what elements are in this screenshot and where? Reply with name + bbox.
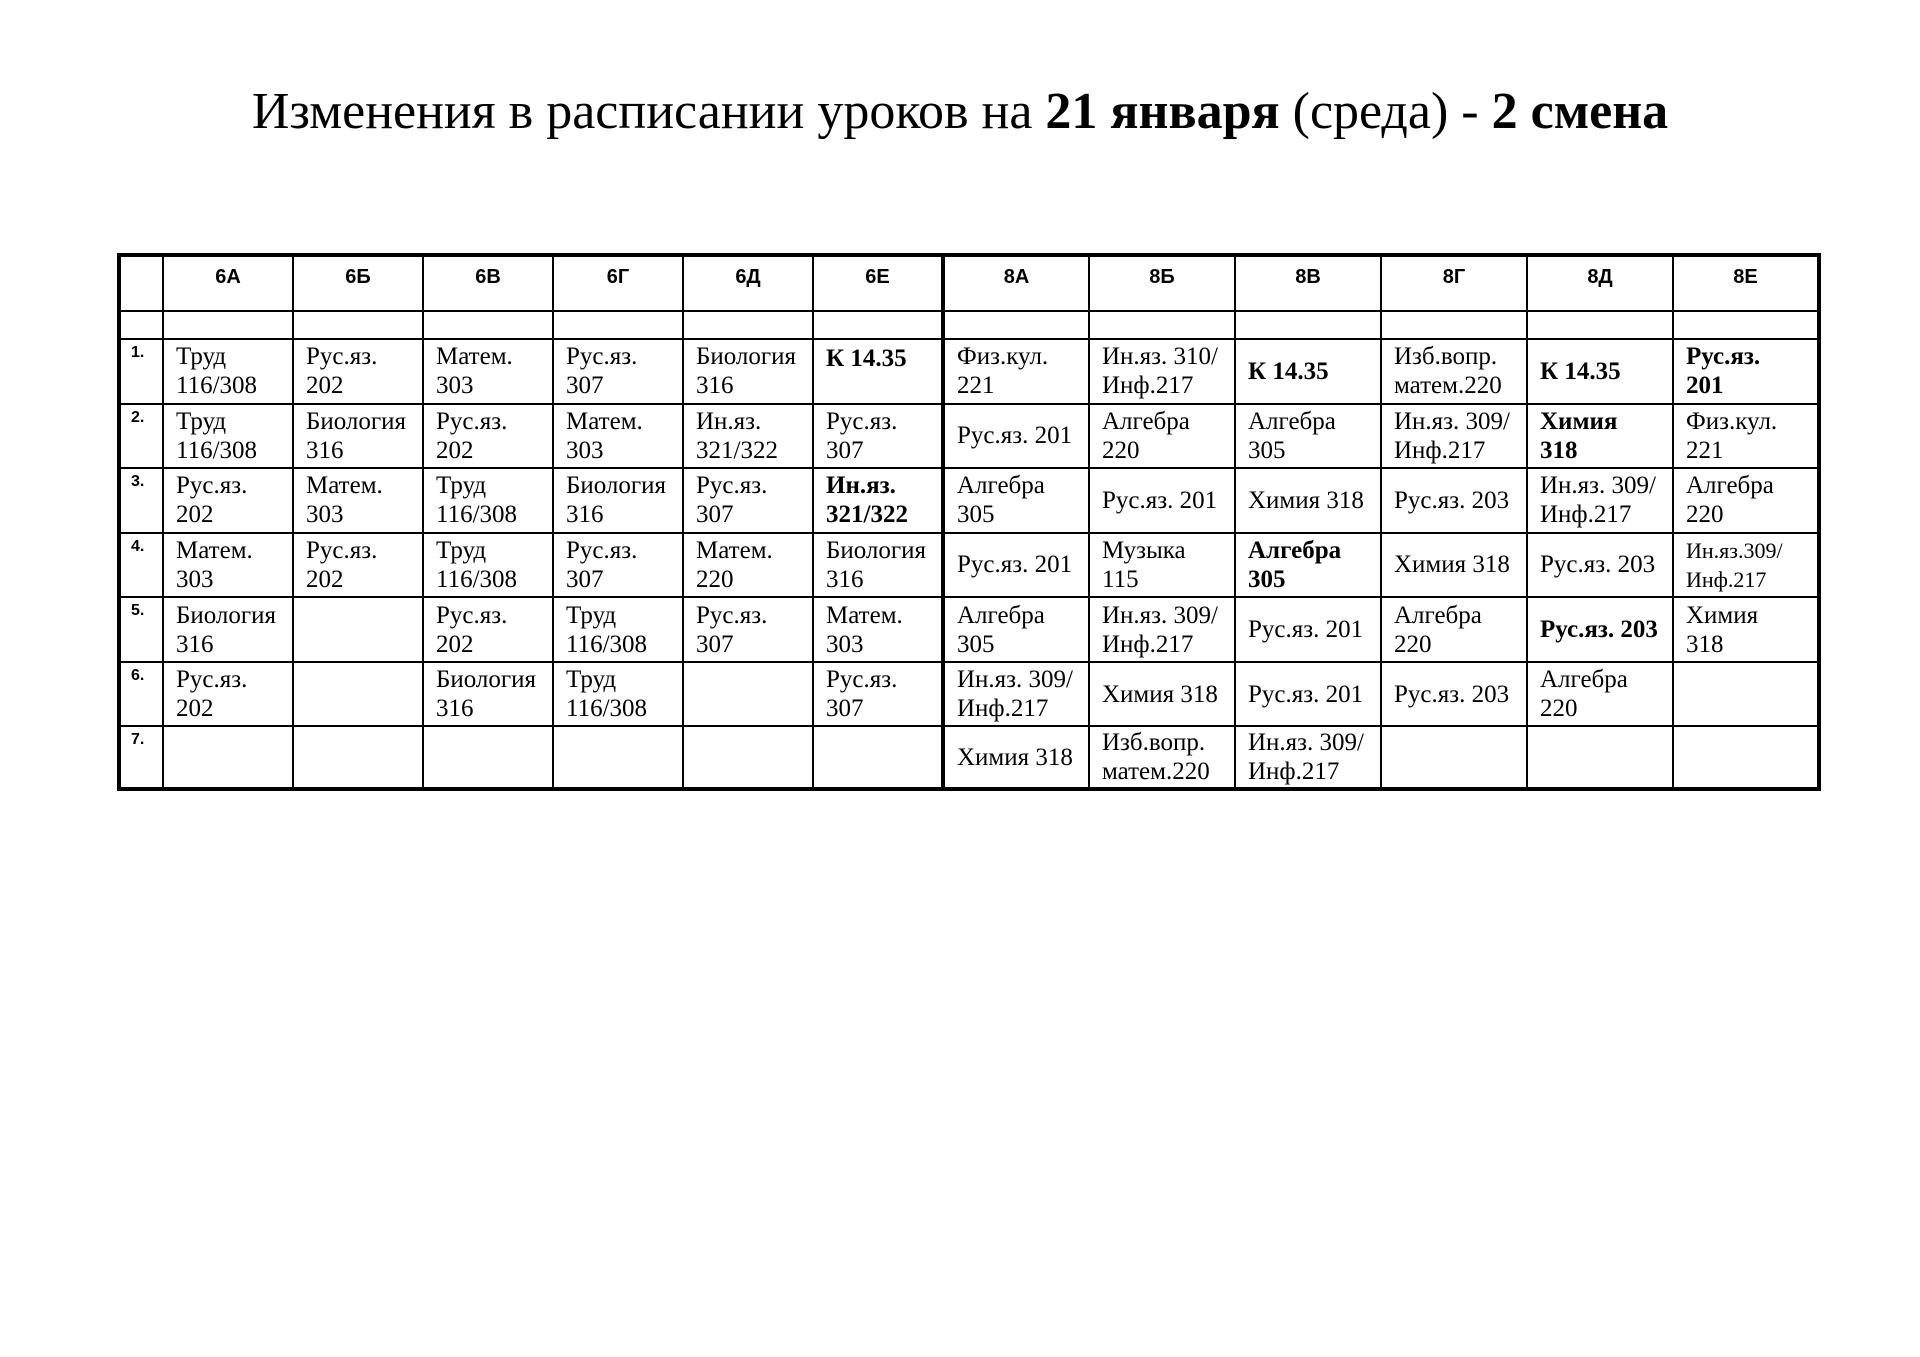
lesson-text: Биология — [826, 536, 927, 564]
lesson-text: 303 — [436, 372, 474, 400]
lesson-text: 305 — [1248, 565, 1286, 593]
lesson-cell — [1381, 597, 1527, 662]
lesson-text: Рус.яз. — [566, 343, 638, 371]
spacer-cell — [293, 311, 423, 339]
lesson-text: Инф.217 — [957, 695, 1049, 723]
lesson-text: Алгебра — [1248, 407, 1336, 435]
title-shift: 2 смена — [1491, 83, 1669, 140]
title-date: 21 января — [1045, 83, 1280, 140]
lesson-text: Матем. — [176, 536, 253, 564]
lesson-text: Изб.вопр. — [1102, 729, 1206, 757]
lesson-cell — [553, 404, 683, 469]
class-header: 8В — [1235, 255, 1381, 311]
lesson-text: Рус.яз. — [176, 666, 248, 694]
class-header: 8Г — [1381, 255, 1527, 311]
lesson-cell — [293, 597, 423, 662]
class-header: 6Г — [553, 255, 683, 311]
spacer-row — [119, 311, 1819, 339]
lesson-cell — [553, 339, 683, 404]
lesson-cell — [1673, 597, 1819, 662]
lesson-text: 316 — [306, 436, 344, 464]
lesson-cell — [1235, 662, 1381, 727]
lesson-cell — [163, 339, 293, 404]
lesson-cell — [683, 726, 813, 789]
spacer-cell — [1089, 311, 1235, 339]
lesson-cell — [813, 597, 943, 662]
lesson-cell — [1673, 468, 1819, 533]
lesson-cell — [943, 404, 1089, 469]
lesson-text: Алгебра — [1394, 601, 1482, 629]
lesson-cell — [683, 404, 813, 469]
lesson-text: 318 — [1540, 436, 1578, 464]
lesson-cell — [1235, 339, 1381, 404]
lesson-cell — [813, 404, 943, 469]
lesson-text: 116/308 — [176, 436, 258, 464]
spacer-cell — [163, 311, 293, 339]
lesson-cell — [1527, 468, 1673, 533]
lesson-text: Рус.яз. 203 — [1540, 551, 1656, 579]
lesson-cell — [943, 662, 1089, 727]
lesson-text: Рус.яз. 203 — [1540, 616, 1658, 644]
lesson-text: К 14.35 — [1540, 357, 1621, 385]
lesson-text: Биология — [176, 601, 277, 629]
lesson-number: 2. — [119, 404, 163, 469]
lesson-text: Труд — [566, 666, 617, 694]
lesson-text: Рус.яз. — [306, 343, 378, 371]
lesson-cell — [1089, 468, 1235, 533]
lesson-text: 305 — [957, 630, 995, 658]
lesson-cell — [1089, 662, 1235, 727]
lesson-text: Матем. — [566, 407, 643, 435]
lesson-cell — [813, 533, 943, 598]
lesson-cell — [423, 468, 553, 533]
lesson-cell — [1527, 726, 1673, 789]
lesson-text: матем.220 — [1394, 372, 1502, 400]
lesson-text: Ин.яз. 309/ — [1540, 472, 1657, 500]
lesson-text: Химия 318 — [1102, 680, 1218, 708]
lesson-cell — [683, 533, 813, 598]
lesson-text: 202 — [306, 372, 344, 400]
lesson-text: 321/322 — [696, 436, 778, 464]
lesson-text: Матем. — [436, 343, 513, 371]
lesson-text: Инф.217 — [1102, 372, 1194, 400]
class-header: 6Б — [293, 255, 423, 311]
lesson-cell — [1527, 597, 1673, 662]
spacer-cell — [683, 311, 813, 339]
lesson-text: 116/308 — [436, 501, 518, 529]
lesson-text: Матем. — [826, 601, 903, 629]
lesson-text: 202 — [176, 501, 214, 529]
lesson-text: Рус.яз. — [306, 536, 378, 564]
lesson-text: Рус.яз. — [1686, 343, 1761, 371]
corner-cell — [119, 255, 163, 311]
lesson-text: 116/308 — [436, 565, 518, 593]
lesson-text: Химия — [1540, 407, 1618, 435]
lesson-cell — [423, 533, 553, 598]
lesson-text: Рус.яз. 201 — [1248, 680, 1364, 708]
header-row — [119, 255, 1819, 311]
class-header: 6Е — [813, 255, 943, 311]
lesson-row — [119, 533, 1819, 598]
spacer-cell — [1235, 311, 1381, 339]
lesson-text: Ин.яз. 309/ — [1248, 729, 1365, 757]
lesson-number: 3. — [119, 468, 163, 533]
lesson-text: Ин.яз. — [826, 472, 896, 500]
lesson-text: Рус.яз. — [696, 472, 768, 500]
lesson-text: 307 — [696, 501, 734, 529]
class-header: 8Б — [1089, 255, 1235, 311]
lesson-text: 202 — [306, 565, 344, 593]
lesson-text: Физ.кул. — [1686, 407, 1778, 435]
lesson-text: Биология — [436, 666, 537, 694]
lesson-text: 202 — [436, 630, 474, 658]
lesson-text: Труд — [176, 343, 227, 371]
lesson-cell — [1089, 404, 1235, 469]
page-title — [0, 82, 1920, 141]
lesson-text: 303 — [566, 436, 604, 464]
lesson-text: 220 — [1686, 501, 1724, 529]
lesson-text: 305 — [957, 501, 995, 529]
lesson-text: Музыка — [1102, 536, 1186, 564]
lesson-cell — [163, 662, 293, 727]
lesson-text: Ин.яз. 310/ — [1102, 343, 1219, 371]
lesson-text: матем.220 — [1102, 758, 1210, 786]
lesson-text: 220 — [1540, 695, 1578, 723]
lesson-text: Химия — [1686, 601, 1759, 629]
lesson-cell — [683, 597, 813, 662]
spacer-cell — [1381, 311, 1527, 339]
lesson-text: Рус.яз. 201 — [1248, 616, 1364, 644]
lesson-cell — [553, 533, 683, 598]
lesson-cell — [1381, 404, 1527, 469]
lesson-text: Рус.яз. 201 — [957, 551, 1073, 579]
lesson-cell — [683, 339, 813, 404]
title-part2: (среда) - — [1279, 83, 1492, 140]
lesson-number: 5. — [119, 597, 163, 662]
lesson-text: 221 — [1686, 436, 1724, 464]
title-part1: Изменения в расписании уроков на — [251, 83, 1046, 140]
lesson-row — [119, 597, 1819, 662]
lesson-text: Алгебра — [957, 601, 1045, 629]
lesson-cell — [1381, 339, 1527, 404]
lesson-text: 316 — [696, 372, 734, 400]
lesson-cell — [943, 597, 1089, 662]
lesson-cell — [1089, 339, 1235, 404]
lesson-cell — [1673, 533, 1819, 598]
lesson-cell — [293, 468, 423, 533]
lesson-cell — [163, 597, 293, 662]
lesson-text: 116/308 — [176, 372, 258, 400]
lesson-number: 4. — [119, 533, 163, 598]
lesson-cell — [1235, 404, 1381, 469]
lesson-text: 316 — [436, 695, 474, 723]
lesson-text: 307 — [566, 565, 604, 593]
lesson-cell — [423, 662, 553, 727]
class-header: 8Е — [1673, 255, 1819, 311]
lesson-text: Химия 318 — [1394, 551, 1510, 579]
lesson-cell — [1381, 726, 1527, 789]
lesson-cell — [1089, 726, 1235, 789]
lesson-cell — [1673, 662, 1819, 727]
lesson-cell — [163, 468, 293, 533]
lesson-text: Алгебра — [957, 472, 1045, 500]
lesson-cell — [423, 726, 553, 789]
lesson-text: Матем. — [306, 472, 383, 500]
schedule-body — [119, 339, 1819, 789]
lesson-row — [119, 404, 1819, 469]
spacer-cell — [813, 311, 943, 339]
spacer-cell — [1673, 311, 1819, 339]
lesson-text: 305 — [1248, 436, 1286, 464]
lesson-text: Химия 318 — [957, 743, 1073, 771]
spacer-cell — [1527, 311, 1673, 339]
lesson-row — [119, 468, 1819, 533]
lesson-cell — [943, 339, 1089, 404]
lesson-cell — [1235, 726, 1381, 789]
lesson-text: Алгебра — [1102, 407, 1190, 435]
lesson-text: Рус.яз. — [176, 472, 248, 500]
lesson-text: 316 — [826, 565, 864, 593]
lesson-text: Инф.217 — [1102, 630, 1194, 658]
lesson-text: Ин.яз.309/ — [1686, 537, 1783, 563]
lesson-cell — [1673, 404, 1819, 469]
lesson-text: 307 — [566, 372, 604, 400]
lesson-cell — [423, 404, 553, 469]
lesson-text: Рус.яз. — [826, 407, 898, 435]
lesson-text: 220 — [696, 565, 734, 593]
lesson-cell — [1235, 533, 1381, 598]
lesson-cell — [813, 662, 943, 727]
lesson-text: 316 — [176, 630, 214, 658]
lesson-text: 303 — [306, 501, 344, 529]
lesson-text: Инф.217 — [1394, 436, 1486, 464]
lesson-text: 303 — [176, 565, 214, 593]
lesson-cell — [293, 404, 423, 469]
lesson-text: К 14.35 — [1248, 357, 1329, 385]
lesson-text: 220 — [1102, 436, 1140, 464]
lesson-text: Рус.яз. 203 — [1394, 680, 1510, 708]
lesson-text: Рус.яз. — [436, 601, 508, 629]
lesson-text: 202 — [436, 436, 474, 464]
lesson-text: Биология — [566, 472, 667, 500]
lesson-text: Ин.яз. 309/ — [1394, 407, 1511, 435]
spacer-cell — [943, 311, 1089, 339]
lesson-text: 307 — [826, 436, 864, 464]
lesson-text: Труд — [436, 536, 487, 564]
schedule-table — [117, 253, 1821, 791]
lesson-text: Биология — [696, 343, 797, 371]
lesson-text: Алгебра — [1248, 536, 1342, 564]
lesson-text: 318 — [1686, 630, 1724, 658]
lesson-cell — [553, 468, 683, 533]
lesson-cell — [293, 726, 423, 789]
lesson-cell — [1673, 726, 1819, 789]
class-header: 6А — [163, 255, 293, 311]
lesson-text: Рус.яз. — [566, 536, 638, 564]
lesson-cell — [943, 533, 1089, 598]
lesson-text: 307 — [826, 695, 864, 723]
class-header: 8Д — [1527, 255, 1673, 311]
lesson-cell — [293, 339, 423, 404]
lesson-cell — [1089, 597, 1235, 662]
class-header: 6В — [423, 255, 553, 311]
lesson-cell — [813, 726, 943, 789]
lesson-text: Физ.кул. — [957, 343, 1049, 371]
lesson-cell — [163, 533, 293, 598]
lesson-cell — [1527, 533, 1673, 598]
lesson-text: Биология — [306, 407, 407, 435]
lesson-text: 221 — [957, 372, 995, 400]
lesson-number: 7. — [119, 726, 163, 789]
lesson-cell — [293, 533, 423, 598]
lesson-text: Алгебра — [1686, 472, 1774, 500]
lesson-cell — [553, 662, 683, 727]
lesson-text: Труд — [436, 472, 487, 500]
lesson-text: 316 — [566, 501, 604, 529]
lesson-cell — [943, 726, 1089, 789]
spacer-cell — [553, 311, 683, 339]
lesson-cell — [943, 468, 1089, 533]
lesson-text: 116/308 — [566, 695, 648, 723]
lesson-text: Рус.яз. 203 — [1394, 486, 1510, 514]
lesson-cell — [423, 597, 553, 662]
spacer-cell — [119, 311, 163, 339]
lesson-cell — [1381, 468, 1527, 533]
lesson-text: Инф.217 — [1248, 758, 1340, 786]
lesson-text: Рус.яз. — [696, 601, 768, 629]
lesson-text: Ин.яз. — [696, 407, 762, 435]
lesson-row — [119, 339, 1819, 404]
lesson-text: Рус.яз. 201 — [957, 422, 1073, 450]
lesson-text: Ин.яз. 309/ — [957, 666, 1074, 694]
lesson-text: Инф.217 — [1686, 566, 1767, 592]
lesson-cell — [813, 468, 943, 533]
lesson-text: Труд — [176, 407, 227, 435]
lesson-cell — [1673, 339, 1819, 404]
lesson-text: Ин.яз. 309/ — [1102, 601, 1219, 629]
lesson-text: К 14.35 — [826, 345, 907, 372]
lesson-cell — [1381, 533, 1527, 598]
lesson-cell — [1235, 468, 1381, 533]
lesson-cell — [293, 662, 423, 727]
lesson-text: Рус.яз. 201 — [1102, 486, 1218, 514]
lesson-number: 6. — [119, 662, 163, 727]
lesson-text: 220 — [1394, 630, 1432, 658]
lesson-text: Рус.яз. — [826, 666, 898, 694]
lesson-cell — [1089, 533, 1235, 598]
lesson-row — [119, 662, 1819, 727]
lesson-text: Рус.яз. — [436, 407, 508, 435]
lesson-number: 1. — [119, 339, 163, 404]
lesson-text: 307 — [696, 630, 734, 658]
lesson-cell — [1527, 404, 1673, 469]
lesson-cell — [683, 662, 813, 727]
lesson-text: 201 — [1686, 372, 1724, 400]
lesson-text: 115 — [1102, 565, 1139, 593]
lesson-cell — [163, 726, 293, 789]
spacer-cell — [423, 311, 553, 339]
lesson-text: 116/308 — [566, 630, 648, 658]
lesson-cell — [813, 339, 943, 404]
lesson-text: Химия 318 — [1248, 486, 1364, 514]
lesson-cell — [1527, 662, 1673, 727]
lesson-text: 321/322 — [826, 501, 908, 529]
lesson-cell — [553, 726, 683, 789]
lesson-text: 303 — [826, 630, 864, 658]
lesson-cell — [1381, 662, 1527, 727]
lesson-cell — [553, 597, 683, 662]
lesson-text: Труд — [566, 601, 617, 629]
lesson-text: 202 — [176, 695, 214, 723]
lesson-cell — [1235, 597, 1381, 662]
lesson-row — [119, 726, 1819, 789]
class-header: 8А — [943, 255, 1089, 311]
lesson-text: Матем. — [696, 536, 773, 564]
lesson-cell — [163, 404, 293, 469]
class-header: 6Д — [683, 255, 813, 311]
lesson-cell — [683, 468, 813, 533]
lesson-text: Изб.вопр. — [1394, 343, 1498, 371]
lesson-text: Алгебра — [1540, 666, 1628, 694]
lesson-cell — [423, 339, 553, 404]
lesson-cell — [1527, 339, 1673, 404]
lesson-text: Инф.217 — [1540, 501, 1632, 529]
